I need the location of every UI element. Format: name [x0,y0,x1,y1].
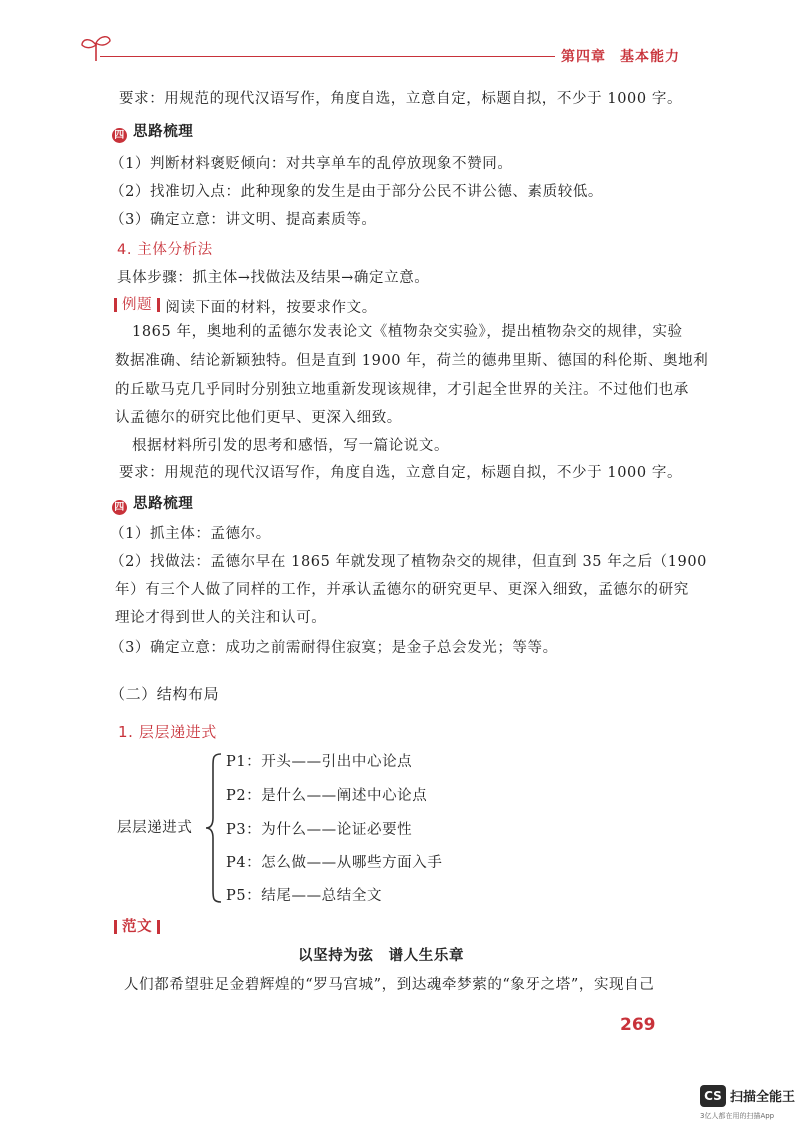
thinking-heading-1 [112,122,193,143]
diagram-item: P1：开头——引出中心论点 [226,754,413,770]
scanner-app-name: 扫描全能王 [730,1090,796,1105]
think-badge-icon: 四 [112,128,127,143]
think-badge-icon: 四 [112,500,127,515]
diagram-item: P2：是什么——阐述中心论点 [226,788,428,804]
thinking-title: 思路梳理 [133,496,194,512]
diagram-item: P3：为什么——论证必要性 [226,822,413,838]
example-line [114,295,377,318]
essay-title: 以坚持为弦 谱人生乐章 [298,948,465,964]
scanner-tagline: 3亿人都在用的扫描App [700,1112,775,1120]
thinking-1-step-3: （3）确定立意：讲文明、提高素质等。 [110,212,377,228]
diagram-label: 层层递进式 [117,820,193,836]
thinking-1-step-2: （2）找准切入点：此种现象的发生是由于部分公民不讲公德、素质较低。 [110,184,604,200]
thinking-2-step-2c: 理论才得到世人的关注和认可。 [115,610,327,626]
method-4-steps: 具体步骤：抓主体→找做法及结果→确定立意。 [117,270,430,286]
material-prompt: 根据材料所引发的思考和感悟，写一篇论说文。 [132,438,450,454]
thinking-title: 思路梳理 [133,124,194,140]
section-label: 基本能力 [620,49,680,65]
page-number: 269 [620,1015,656,1035]
material-line-4: 认孟德尔的研究比他们更早、更深入细致。 [115,410,402,426]
essay-paragraph-1: 人们都希望驻足金碧辉煌的“罗马宫城”，到达魂牵梦萦的“象牙之塔”，实现自己 [124,977,655,993]
brace-icon [205,752,223,904]
example-tag-label: 例题 [122,297,153,313]
header-rule [100,56,555,57]
chapter-label: 第四章 [561,49,606,65]
requirement-2: 要求：用规范的现代汉语写作，角度自选，立意自定，标题自拟，不少于 1000 字。 [119,465,683,481]
example-tag [114,295,160,315]
scanner-logo-icon: CS [700,1085,726,1107]
thinking-2-step-2a: （2）找做法：孟德尔早在 1865 年就发现了植物杂交的规律，但直到 35 年之后（1900 [110,554,708,570]
fanwen-tag-label: 范文 [122,919,153,935]
diagram-item: P4：怎么做——从哪些方面入手 [226,855,443,871]
tag-bar-left [114,920,117,934]
section-2-title: （二）结构布局 [110,685,220,703]
sprout-icon [78,33,114,63]
material-line-1: 1865 年，奥地利的孟德尔发表论文《植物杂交实验》，提出植物杂交的规律，实验 [132,324,683,340]
tag-bar-left [114,298,117,312]
material-line-3: 的丘歇马克几乎同时分别独立地重新发现该规律，才引起全世界的关注。不过他们也承 [115,382,689,398]
thinking-2-step-1: （1）抓主体：孟德尔。 [110,526,271,542]
thinking-1-step-1: （1）判断材料褒贬倾向：对共享单车的乱停放现象不赞同。 [110,156,513,172]
thinking-heading-2 [112,494,193,515]
requirement-1: 要求：用规范的现代汉语写作，角度自选，立意自定，标题自拟，不少于 1000 字。 [119,91,683,107]
example-instruction: 阅读下面的材料，按要求作文。 [165,300,377,316]
section-2-1-title: 1. 层层递进式 [118,723,217,741]
diagram-item: P5：结尾——总结全文 [226,888,383,904]
tag-bar-right [157,298,160,312]
chapter-header [561,46,680,66]
thinking-2-step-2b: 年）有三个人做了同样的工作，并承认孟德尔的研究更早、更深入细致，孟德尔的研究 [115,582,689,598]
method-4-title: 4. 主体分析法 [117,242,213,258]
material-line-2: 数据准确、结论新颖独特。但是直到 1900 年，荷兰的德弗里斯、德国的科伦斯、奥地利 [115,353,709,369]
tag-bar-right [157,920,160,934]
thinking-2-step-3: （3）确定立意：成功之前需耐得住寂寞；是金子总会发光；等等。 [110,640,558,656]
fanwen-tag [114,917,160,940]
